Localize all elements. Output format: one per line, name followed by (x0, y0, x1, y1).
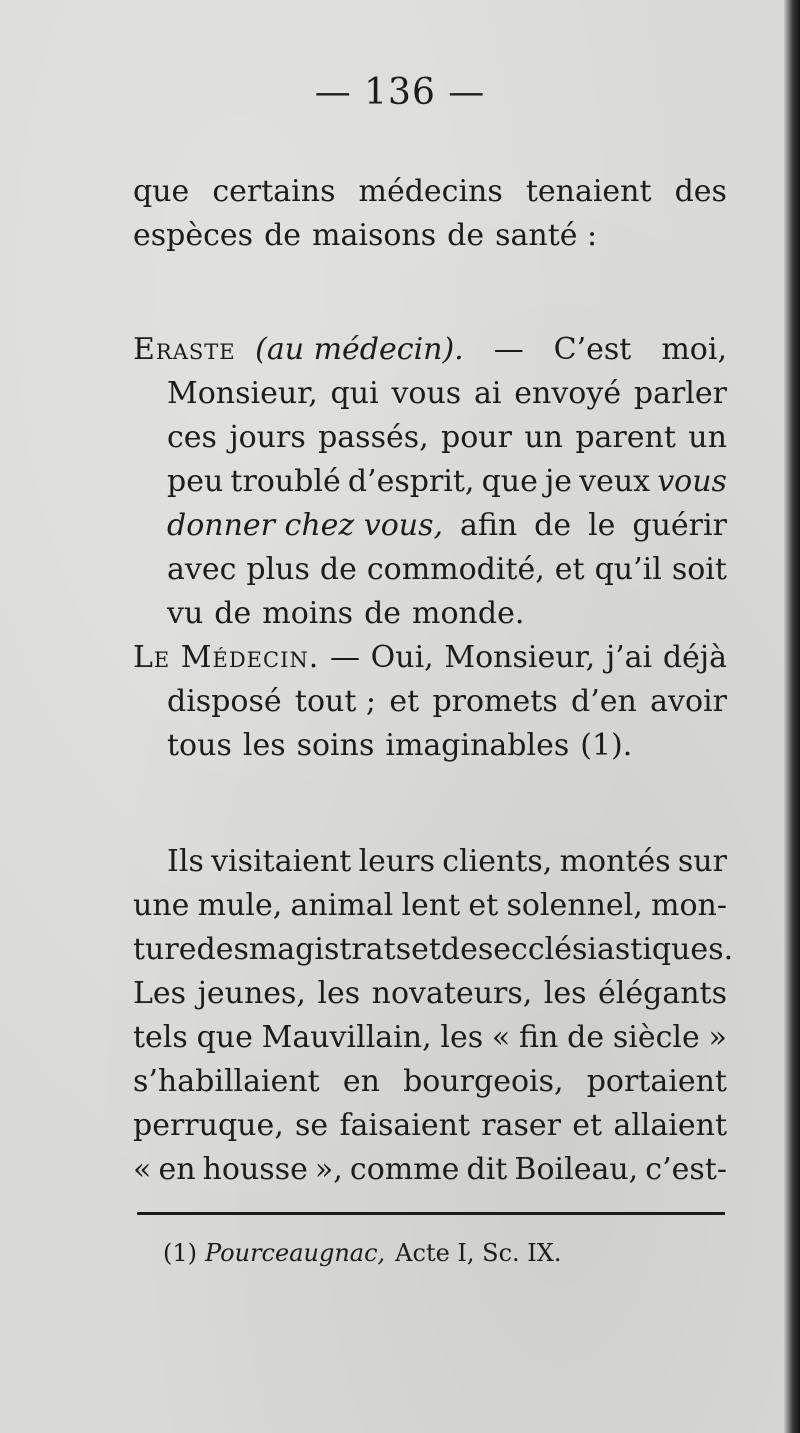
word: solennel, (506, 888, 643, 923)
word: veux (579, 464, 651, 499)
word: santé : (495, 218, 598, 253)
word: animal (290, 888, 394, 923)
word: qu’il (594, 552, 662, 587)
text-line (133, 170, 727, 214)
word: Les (133, 976, 187, 1011)
word: dit (466, 1152, 508, 1187)
footnote-rule (137, 1212, 725, 1215)
word: fin (519, 1020, 559, 1055)
word: promets (432, 684, 558, 719)
medecin-first-line (133, 636, 727, 680)
first-line-word: Oui, (370, 640, 434, 675)
first-line-word: Monsieur, (444, 640, 596, 675)
page-number: — 136 — (314, 72, 486, 113)
word: se (295, 1108, 329, 1143)
word: d’esprit, (347, 464, 475, 499)
word: montés (559, 844, 671, 879)
text-line (133, 884, 727, 928)
text-line (133, 504, 727, 548)
first-line-word: déjà (662, 640, 727, 675)
word: de (567, 1020, 605, 1055)
word: Mauvillain, (261, 1020, 432, 1055)
word: » (708, 1020, 727, 1055)
word: en (158, 1152, 196, 1187)
word: peu (167, 464, 224, 499)
word: raser (481, 1108, 561, 1143)
word: troublé (230, 464, 341, 499)
text-line (133, 1016, 727, 1060)
word: un (688, 420, 727, 455)
eraste-speech (133, 328, 727, 636)
page-edge-shadow (784, 0, 800, 1433)
word: élégants (598, 976, 727, 1011)
text-line (133, 460, 727, 504)
word: monde. (412, 596, 525, 631)
word: », (314, 1152, 343, 1187)
word: leurs (358, 844, 435, 879)
medecin-speech (133, 636, 727, 768)
word: et (468, 888, 499, 923)
word: portaient (586, 1064, 727, 1099)
word: tenaient (525, 174, 652, 209)
footnote-title: Pourceaugnac, (205, 1239, 386, 1267)
text-line (133, 840, 727, 884)
word: jeunes, (197, 976, 306, 1011)
word: donner chez vous, (167, 508, 444, 543)
word: que (481, 464, 538, 499)
word: et (389, 684, 420, 719)
word: de (264, 218, 302, 253)
word: avec (167, 552, 237, 587)
word: clients, (442, 844, 553, 879)
word: ces (167, 420, 217, 455)
word: novateurs, (371, 976, 533, 1011)
word: qui (330, 376, 379, 411)
word: Boileau, (514, 1152, 639, 1187)
text-line (133, 1060, 727, 1104)
word: de (447, 218, 485, 253)
main-paragraph (133, 840, 734, 1192)
word: je (544, 464, 573, 499)
word: (1). (580, 728, 633, 763)
word: vous (657, 464, 727, 499)
word: mule, (197, 888, 283, 923)
first-line-word: j’ai (605, 640, 653, 675)
word: les (440, 1020, 484, 1055)
text-line (133, 548, 727, 592)
word: siècle (612, 1020, 700, 1055)
word: tous (167, 728, 232, 763)
text-line (133, 972, 727, 1016)
word: vous (391, 376, 462, 411)
text-line (133, 214, 727, 258)
word: que (133, 174, 190, 209)
word: tels (133, 1020, 188, 1055)
word: moins (262, 596, 354, 631)
word: soins (296, 728, 375, 763)
word: les (543, 976, 587, 1011)
word: médecins (358, 174, 503, 209)
speaker-eraste: Eraste (133, 332, 236, 367)
word: de (364, 596, 402, 631)
word: allaient (613, 1108, 727, 1143)
word: certains (212, 174, 336, 209)
footnote-reference: Acte I, Sc. IX. (395, 1239, 562, 1267)
word: parent (575, 420, 676, 455)
text-line (133, 372, 727, 416)
word: un (524, 420, 563, 455)
word: Ils (167, 844, 204, 879)
footnote (163, 1238, 562, 1268)
word: jours (229, 420, 306, 455)
word: commodité, (366, 552, 545, 587)
word: sur (677, 844, 727, 879)
word: des (674, 174, 727, 209)
word: passés, (318, 420, 429, 455)
text-line (133, 592, 727, 636)
word: « (491, 1020, 511, 1055)
word: plus (246, 552, 310, 587)
word: visitaient (211, 844, 352, 879)
word: une (133, 888, 190, 923)
word: mon- (651, 888, 727, 923)
text-line (133, 680, 727, 724)
dash: — (493, 332, 524, 367)
word: que (196, 1020, 253, 1055)
word: et (411, 932, 441, 967)
word: tout ; (294, 684, 377, 719)
eraste-first-line (133, 328, 727, 372)
word: « (133, 1152, 152, 1187)
word: et (572, 1108, 603, 1143)
word: imaginables (385, 728, 570, 763)
word: bourgeois, (403, 1064, 564, 1099)
word: perruque, (133, 1108, 284, 1143)
text-line (133, 724, 727, 768)
word: le (588, 508, 616, 543)
word: envoyé (514, 376, 622, 411)
footnote-marker: (1) (163, 1239, 197, 1267)
word: de (534, 508, 572, 543)
speaker-medecin: Le Médecin. (133, 640, 320, 675)
word: afin (459, 508, 518, 543)
word: d’en (571, 684, 637, 719)
word: ai (474, 376, 502, 411)
text-line (133, 416, 727, 460)
word: comme (349, 1152, 460, 1187)
word: et (554, 552, 585, 587)
word: de (214, 596, 252, 631)
word: vu (167, 596, 204, 631)
word: s’habillaient (133, 1064, 320, 1099)
word: espèces (133, 218, 254, 253)
word: maisons (312, 218, 437, 253)
word: ecclésiastiques. (493, 932, 734, 967)
word: housse (202, 1152, 308, 1187)
word: faisaient (339, 1108, 471, 1143)
word: c’est- (645, 1152, 727, 1187)
text-line (133, 1104, 727, 1148)
word: de (319, 552, 357, 587)
word: des (440, 932, 494, 967)
word: en (342, 1064, 380, 1099)
word: soit (671, 552, 727, 587)
word: ture (133, 932, 197, 967)
dash: — (329, 640, 360, 675)
word: lent (401, 888, 461, 923)
intro-text (133, 170, 727, 258)
text-line (133, 928, 734, 972)
first-line-word: C’est (553, 332, 632, 367)
word: pour (441, 420, 512, 455)
word: les (242, 728, 286, 763)
word: disposé (167, 684, 282, 719)
word: parler (633, 376, 727, 411)
first-line-word: moi, (661, 332, 727, 367)
word: des (196, 932, 249, 967)
word: Monsieur, (167, 376, 318, 411)
word: les (317, 976, 361, 1011)
stage-direction: (au médecin). (255, 332, 464, 367)
word: magistrats (248, 932, 412, 967)
text-line (133, 1148, 727, 1192)
word: avoir (650, 684, 727, 719)
word: guérir (632, 508, 727, 543)
